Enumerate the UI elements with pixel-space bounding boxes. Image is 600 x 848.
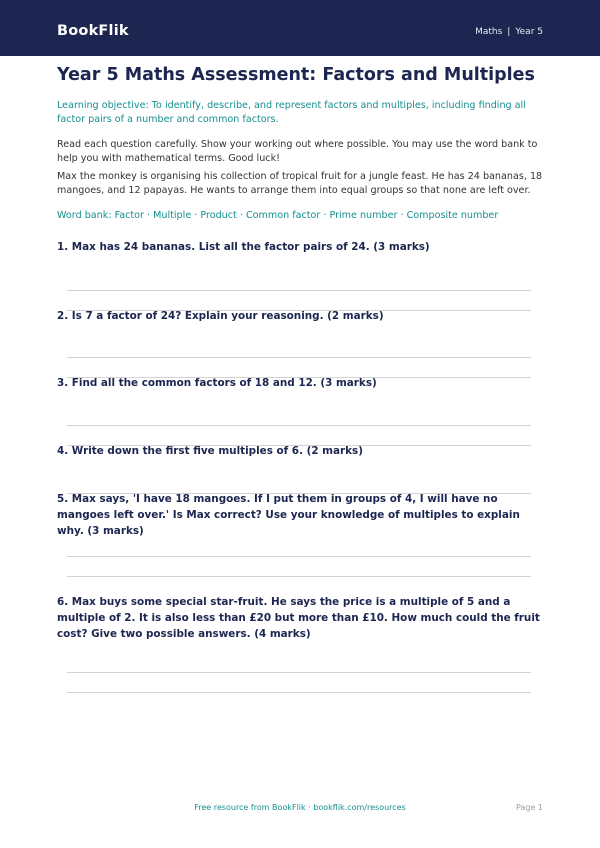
brand-logo[interactable]: BookFlik — [57, 23, 129, 39]
answer-line[interactable] — [67, 357, 531, 358]
question-4: 4. Write down the first five multiples of 6. (2 marks) — [57, 445, 363, 457]
instructions: Read each question carefully. Show your working out where possible. You may use the word bank to help you with mathematical terms. Good luck! — [57, 139, 538, 164]
breadcrumb — [475, 27, 543, 37]
page-title: Year 5 Maths Assessment: Factors and Multiples — [57, 65, 535, 85]
answer-line[interactable] — [67, 576, 531, 577]
footer-link[interactable]: Free resource from BookFlik · bookflik.com/resources — [194, 803, 406, 812]
question-3: 3. Find all the common factors of 18 and 12. (3 marks) — [57, 377, 377, 389]
answer-line[interactable] — [67, 672, 531, 673]
answer-line[interactable] — [67, 290, 531, 291]
word-bank: Word bank: Factor · Multiple · Product · Common factor · Prime number · Composite number — [57, 210, 499, 221]
learning-objective: Learning objective: To identify, describe, and represent factors and multiples, including finding all factor pairs of a number and common factors. — [57, 100, 526, 125]
answer-line[interactable] — [67, 556, 531, 557]
answer-line[interactable] — [67, 692, 531, 693]
page-number: Page 1 — [516, 803, 543, 812]
story-intro: Max the monkey is organising his collection of tropical fruit for a jungle feast. He has 24 bananas, 18 mangoes, and 12 papayas. He wants to arrange them into equal groups so that none are left over. — [57, 171, 543, 196]
breadcrumb-year[interactable]: Year 5 — [515, 27, 543, 37]
question-2: 2. Is 7 a factor of 24? Explain your reasoning. (2 marks) — [57, 310, 384, 322]
question-1: 1. Max has 24 bananas. List all the factor pairs of 24. (3 marks) — [57, 241, 430, 253]
question-5: 5. Max says, 'I have 18 mangoes. If I put them in groups of 4, I will have no mangoes left over.' Is Max correct? Use your knowledge of multiples to explain why. (3 marks) — [57, 493, 520, 537]
breadcrumb-subject[interactable]: Maths — [475, 27, 503, 37]
answer-line[interactable] — [67, 425, 531, 426]
question-6: 6. Max buys some special star-fruit. He says the price is a multiple of 5 and a multiple of 2. It is also less than £20 but more than £10. How much could the fruit cost? Give two possible answers. (4 marks) — [57, 596, 540, 640]
top-bar — [0, 0, 600, 56]
breadcrumb-separator: | — [507, 27, 511, 37]
